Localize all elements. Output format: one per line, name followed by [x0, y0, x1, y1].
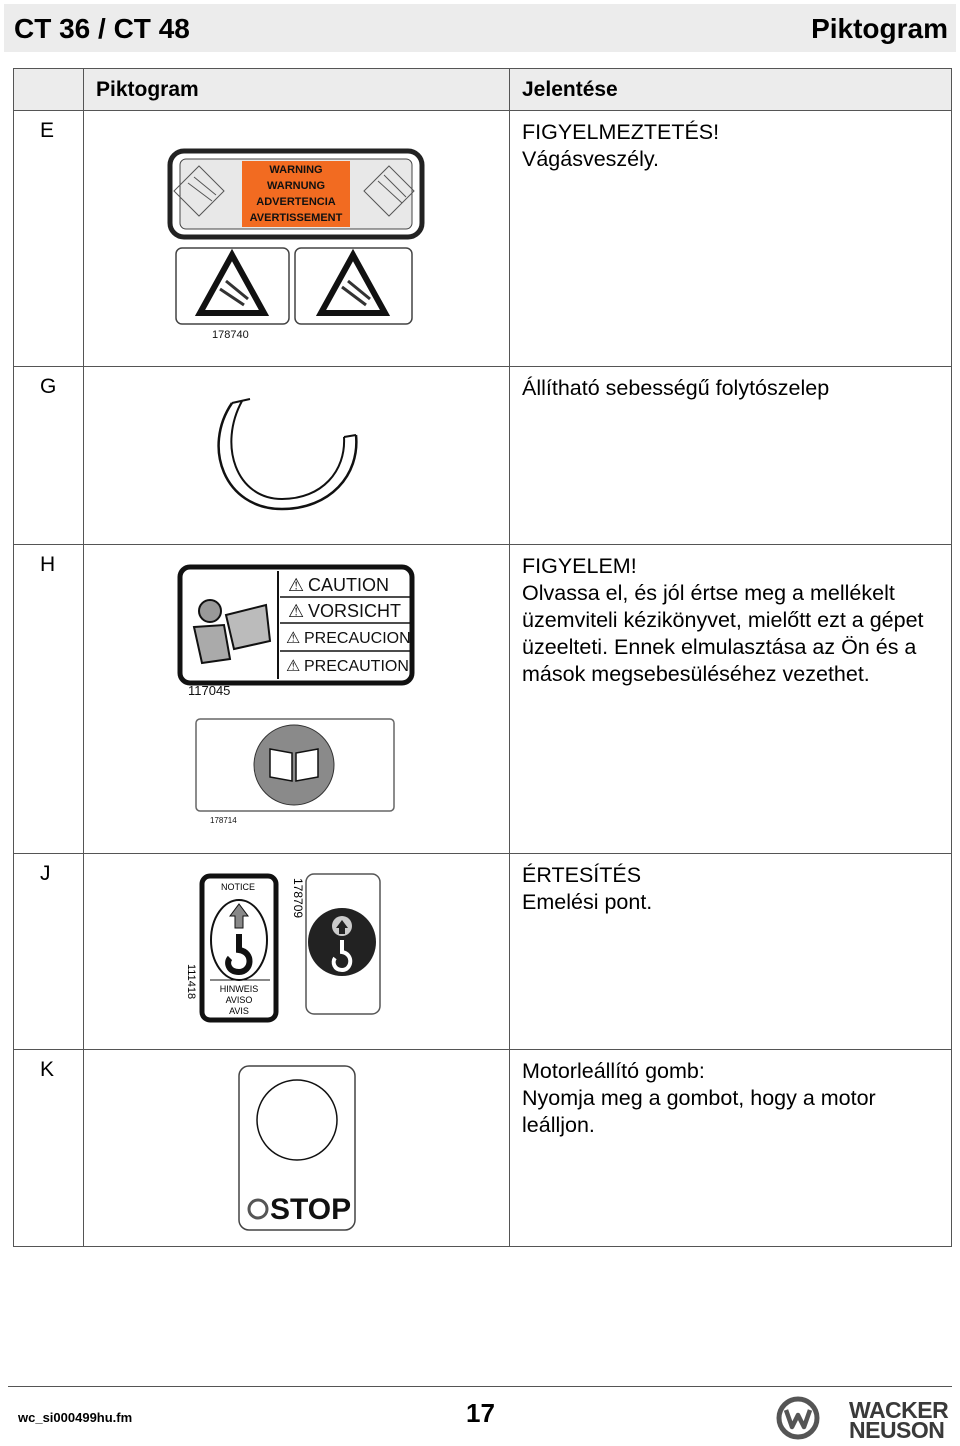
meaning-cell — [510, 1050, 952, 1247]
pictogram-table — [13, 68, 952, 1247]
label-notice: NOTICE — [220, 882, 256, 892]
label-warning-4: AVERTISSEMENT — [249, 212, 343, 224]
warning-triangle-icon: ⚠ — [286, 630, 301, 647]
pictogram-cell — [84, 854, 510, 1050]
meaning-cell — [510, 367, 952, 545]
meaning-line: Motorleállító gomb: — [522, 1059, 705, 1083]
label-caution-3: PRECAUCION — [304, 630, 411, 647]
label-warning-3: ADVERTENCIA — [256, 196, 336, 208]
part-number: 117045 — [188, 683, 231, 698]
part-number-2: 178714 — [210, 816, 237, 825]
row-code: E — [14, 111, 84, 367]
meaning-cell — [510, 854, 952, 1050]
footer-divider — [8, 1386, 952, 1387]
row-code: J — [14, 854, 84, 1050]
meaning-line: Olvassa el, és jól értse meg a mellékelt üzemviteli kézikönyvet, mielőtt ezt a gépet üzeelteti. Ennek elmulasztása az Ön és a mások megsebesüléséhez vezethet. — [522, 581, 924, 686]
column-header-code — [14, 69, 84, 111]
brand-line-1: WACKER — [849, 1397, 949, 1423]
column-header-meaning: Jelentése — [510, 69, 952, 111]
wacker-neuson-logo-icon — [776, 1396, 820, 1440]
meaning-line: FIGYELMEZTETÉS! — [522, 120, 720, 144]
table-row — [14, 111, 952, 367]
table-row — [14, 854, 952, 1050]
label-aviso: AVISO — [225, 995, 253, 1005]
label-warning-1: WARNING — [269, 164, 323, 176]
pictogram-cell — [84, 111, 510, 367]
part-number: 111418 — [185, 964, 197, 1000]
pictogram-cell — [84, 545, 510, 854]
meaning-line: Vágásveszély. — [522, 147, 660, 171]
table-row — [14, 545, 952, 854]
throttle-lever-icon — [84, 367, 510, 539]
label-caution-2: VORSICHT — [308, 601, 402, 621]
label-warning-2: WARNUNG — [266, 180, 326, 192]
lifting-hook-icon — [211, 900, 267, 980]
section-title: Piktogram — [811, 13, 948, 44]
table-row — [14, 367, 952, 545]
meaning-cell — [510, 545, 952, 854]
brand-wordmark — [849, 1397, 949, 1443]
meaning-line: Állítható sebességű folytószelep — [522, 376, 830, 400]
meaning-line: FIGYELEM! — [522, 554, 637, 578]
part-number: 178740 — [212, 329, 249, 341]
warning-triangle-icon: ⚠ — [288, 601, 305, 621]
meaning-line: Emelési pont. — [522, 890, 653, 914]
label-hinweis: HINWEIS — [219, 984, 259, 994]
page-number: 17 — [466, 1398, 495, 1428]
model-title: CT 36 / CT 48 — [14, 13, 190, 44]
stop-button-circle — [257, 1080, 337, 1160]
table-row — [14, 1050, 952, 1247]
book-icon — [254, 725, 334, 805]
meaning-line: Nyomja meg a gombot, hogy a motor leálljon. — [522, 1086, 876, 1137]
label-stop: STOP — [270, 1193, 352, 1226]
stop-circle-icon — [249, 1200, 267, 1218]
label-avis: AVIS — [229, 1006, 249, 1016]
stop-button-label — [84, 1050, 510, 1241]
warning-triangle-icon: ⚠ — [286, 658, 301, 675]
footer-filename: wc_si000499hu.fm — [18, 1410, 133, 1425]
page-header — [4, 4, 956, 52]
pictogram-cell — [84, 367, 510, 545]
row-code: H — [14, 545, 84, 854]
column-header-pictogram: Piktogram — [84, 69, 510, 111]
cut-hazard-warning-label — [84, 111, 510, 361]
meaning-line: ÉRTESÍTÉS — [522, 863, 642, 887]
label-caution-1: CAUTION — [308, 575, 389, 595]
brand-line-2: NEUSON — [849, 1417, 945, 1443]
row-code: K — [14, 1050, 84, 1247]
lifting-hook-round-icon — [308, 908, 376, 976]
pictogram-cell — [84, 1050, 510, 1247]
part-number-2: 178709 — [291, 878, 305, 919]
warning-triangle-icon: ⚠ — [288, 575, 305, 595]
table-header-row — [14, 69, 952, 111]
read-manual-caution-label — [84, 545, 510, 848]
lifting-point-notice-label — [84, 854, 510, 1044]
row-code: G — [14, 367, 84, 545]
meaning-cell — [510, 111, 952, 367]
label-caution-4: PRECAUTION — [304, 658, 409, 675]
